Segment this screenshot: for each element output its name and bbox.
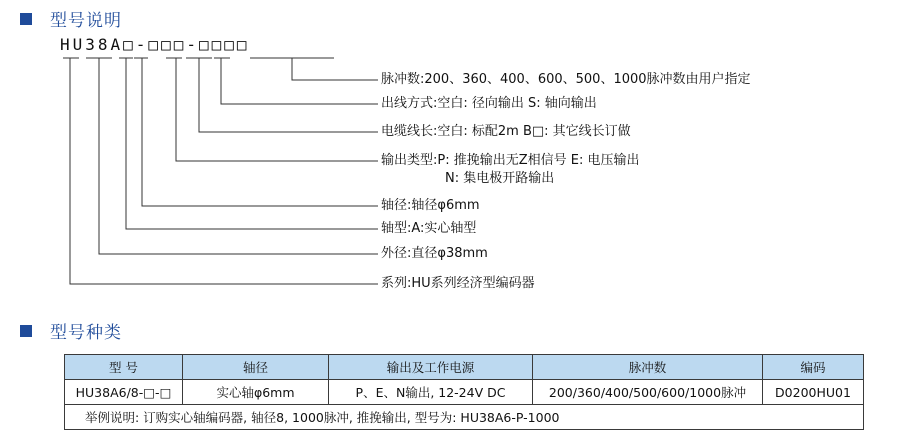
label-outer-diameter: 外径:直径φ38mm bbox=[381, 246, 488, 261]
label-output-type: 输出类型:P: 推挽输出无Z相信号 E: 电压输出 bbox=[381, 153, 640, 168]
cell-pulses: 200/360/400/500/600/1000脉冲 bbox=[533, 380, 763, 405]
header-output-power: 输出及工作电源 bbox=[329, 355, 533, 380]
header-model: 型 号 bbox=[65, 355, 183, 380]
section-header-model-types bbox=[20, 318, 122, 343]
table-row bbox=[65, 380, 864, 405]
label-series: 系列:HU系列经济型编码器 bbox=[381, 276, 535, 291]
header-pulses: 脉冲数 bbox=[533, 355, 763, 380]
table-example-row bbox=[65, 405, 864, 430]
model-types-table bbox=[64, 354, 864, 430]
square-bullet-icon bbox=[20, 325, 32, 337]
header-shaft: 轴径 bbox=[183, 355, 329, 380]
cell-shaft: 实心轴φ6mm bbox=[183, 380, 329, 405]
label-shaft-type: 轴型:A:实心轴型 bbox=[381, 221, 477, 236]
label-shaft-diameter: 轴径:轴径φ6mm bbox=[381, 198, 480, 213]
section-title: 型号说明 bbox=[50, 11, 122, 31]
cell-code: D0200HU01 bbox=[763, 380, 864, 405]
header-code: 编码 bbox=[763, 355, 864, 380]
label-pulse-count: 脉冲数:200、360、400、600、500、1000脉冲数由用户指定 bbox=[381, 72, 751, 87]
example-text: 举例说明: 订购实心轴编码器, 轴径8, 1000脉冲, 推挽输出, 型号为: HU38A6-P-1000 bbox=[65, 405, 864, 430]
cell-model: HU38A6/8-□-□ bbox=[65, 380, 183, 405]
cell-output-power: P、E、N输出, 12-24V DC bbox=[329, 380, 533, 405]
label-output-type-n: N: 集电极开路输出 bbox=[445, 171, 555, 186]
model-code: HU38A□-□□□-□□□□ bbox=[60, 35, 250, 54]
label-wire-exit: 出线方式:空白: 径向输出 S: 轴向输出 bbox=[381, 96, 597, 111]
table-header-row bbox=[65, 355, 864, 380]
label-cable-length: 电缆线长:空白: 标配2m B□: 其它线长订做 bbox=[381, 124, 631, 139]
section-title: 型号种类 bbox=[50, 323, 122, 343]
